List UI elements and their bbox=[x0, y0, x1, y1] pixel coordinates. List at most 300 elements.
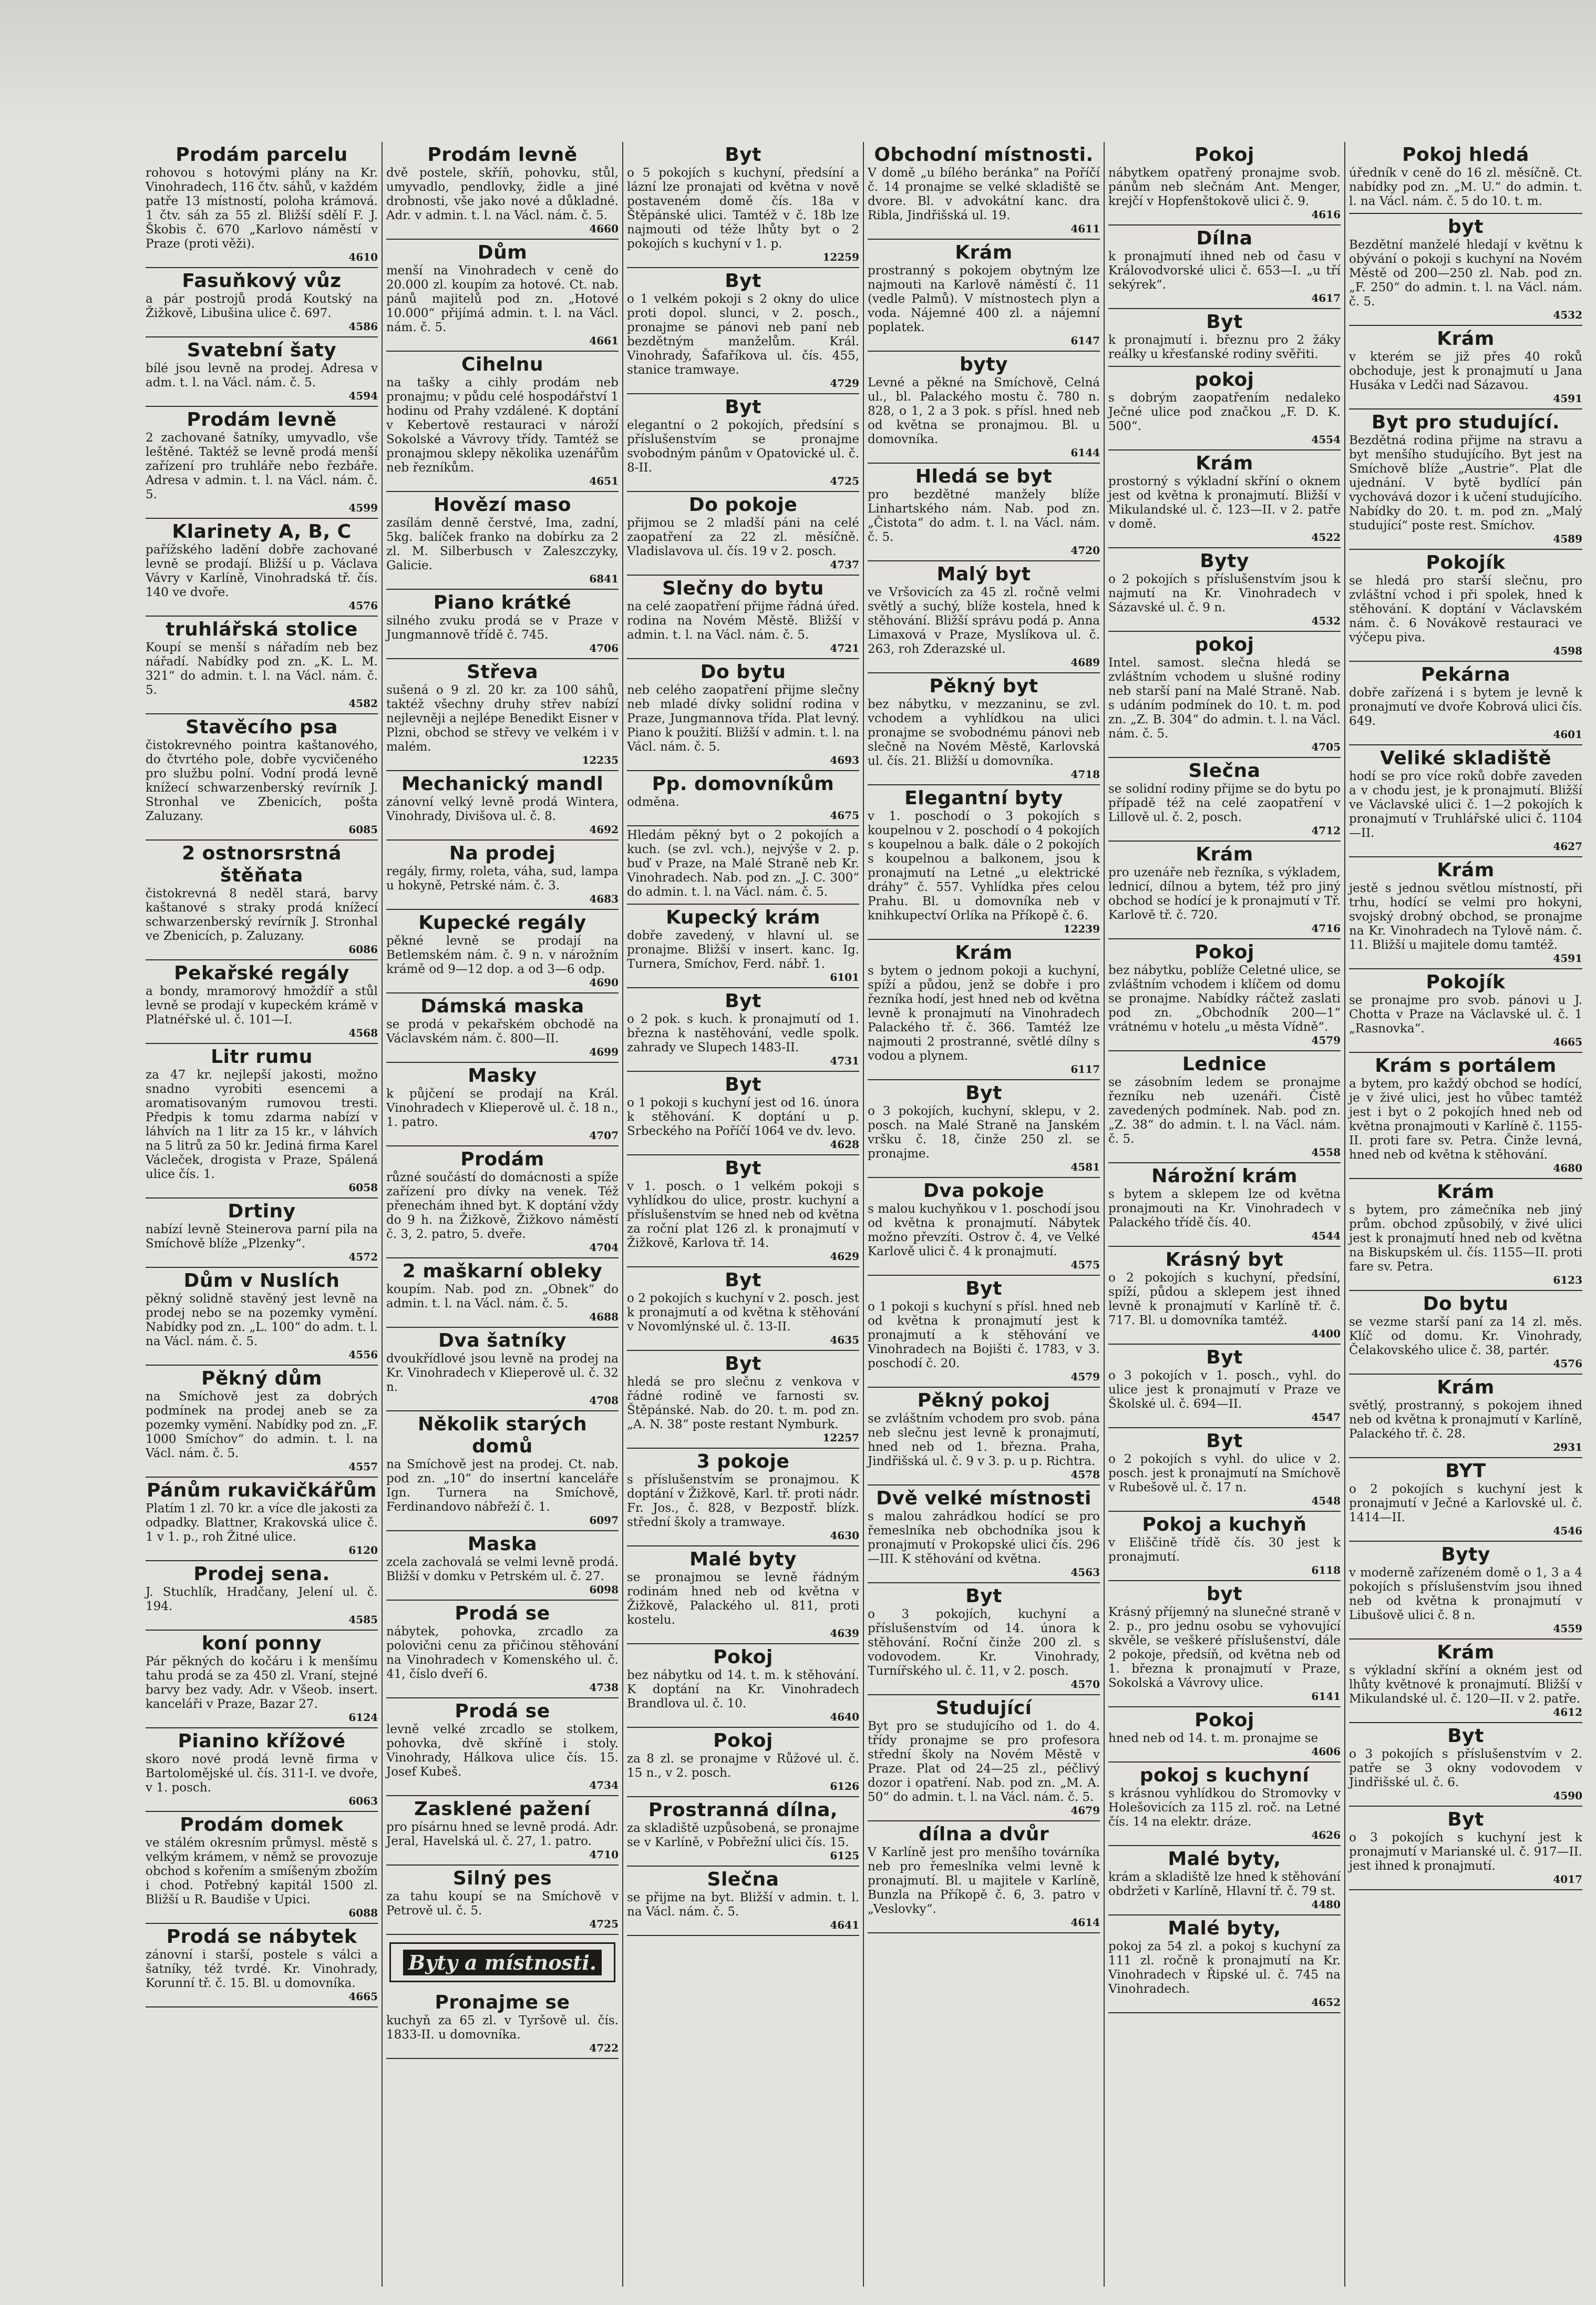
ad-text: úředník v ceně do 16 zl. měsíčně. Ct. nabídky pod zn. „M. U.“ do admin. t. l. na Václ. nám. č. 5 do 10. t. m. bbox=[1349, 166, 1582, 208]
ad-reference-number: 4630 bbox=[830, 1529, 859, 1542]
ad-heading: Slečna bbox=[707, 1869, 779, 1890]
ad-heading: Prodám levně bbox=[427, 144, 578, 166]
classified-ad bbox=[1349, 1458, 1582, 1542]
ad-text: pěkné levně se prodají na Betlemském nám. č. 9 n. v nárožním krámě od 9—12 dop. a od 3—6 odp. bbox=[386, 934, 619, 976]
classified-ad bbox=[627, 1644, 859, 1728]
ad-text: přijmou se 2 mladší páni na celé zaopatření za 22 zl. měsíčně. Vladislavova ul. čís. 19 v 2. posch. bbox=[627, 516, 859, 558]
classified-ad bbox=[1349, 1291, 1582, 1375]
ad-heading: Dvě velké místnosti bbox=[876, 1488, 1092, 1509]
classified-ad bbox=[868, 1178, 1100, 1276]
ad-text: za 8 zl. se pronajme v Růžové ul. č. 15 n., v 2. posch. bbox=[627, 1752, 859, 1780]
ad-reference-number: 12239 bbox=[1063, 923, 1100, 935]
ad-heading: Kupecké regály bbox=[418, 912, 586, 934]
ad-reference-number: 4576 bbox=[1553, 1357, 1582, 1370]
ad-text: silného zvuku prodá se v Praze v Jungmannově třídě č. 745. bbox=[386, 614, 619, 642]
ad-text: v 1. posch. o 1 velkém pokoji s vyhlídkou do ulice, prostr. kuchyní a příslušenstvím se hned neb od května za roční plat 126 zl. k pronajmutí v Žižkově, Karlova tř. 14. bbox=[627, 1180, 859, 1250]
classified-ad bbox=[868, 142, 1100, 240]
classified-ad bbox=[386, 142, 619, 240]
ad-heading: Krám bbox=[1437, 1642, 1495, 1663]
ad-text: za 47 kr. nejlepší jakosti, možno snadno vyrobiti esencemi a aromatisovaným rumovou tresti. Předpis k tomu zdarma nabízí v láhvích na 1 litr za 15 kr., v láhvích na 5 litrů za 50 kr. Jediná firma Karel Václeček, drogista v Praze, Spálená ulice čís. 1. bbox=[146, 1068, 378, 1181]
ad-heading: byty bbox=[960, 354, 1008, 375]
ad-reference-number: 4639 bbox=[830, 1627, 859, 1640]
ad-text: Pár pěkných do kočáru i k menšímu tahu prodá se za 450 zl. Vraní, stejné barvy bez vady. Adr. v Všeob. insert. kanceláři v Praze, Bazar 27. bbox=[146, 1655, 378, 1711]
ad-reference-number: 4616 bbox=[1311, 208, 1341, 221]
classified-ad bbox=[386, 240, 619, 352]
ad-heading: Krám bbox=[1196, 844, 1253, 865]
classified-ad bbox=[868, 1583, 1100, 1695]
ad-text: o 1 pokoji s kuchyní jest od 16. února k stěhování. K doptání u p. Srbeckého na Poříčí 1064 ve dv. levo. bbox=[627, 1096, 859, 1138]
ad-heading: Pěkný pokoj bbox=[917, 1390, 1051, 1411]
classified-ad bbox=[146, 841, 378, 960]
ad-text: o 5 pokojích s kuchyní, předsíní a lázní lze pronajati od května v nově postaveném domě čís. 18a v Štěpánské ulici. Tamtéž v č. 18b lze najmouti od téže lhůty byt o 2 pokojích s kuchyní v 1. p. bbox=[627, 166, 859, 251]
ad-text: nábytkem opatřený pronajme svob. pánům neb slečnám Ant. Menger, krejčí v Hopfenštokově ulici č. 9. bbox=[1108, 166, 1341, 208]
ad-reference-number: 4683 bbox=[589, 893, 619, 905]
classified-ad bbox=[386, 1411, 619, 1531]
ad-heading: Malé byty, bbox=[1168, 1848, 1281, 1870]
classified-ad bbox=[868, 1486, 1100, 1583]
ad-text: Platím 1 zl. 70 kr. a více dle jakosti za odpadky. Blattner, Krakovská ulice č. 1 v 1. p., roh Žitné ulice. bbox=[146, 1502, 378, 1544]
ad-reference-number: 4579 bbox=[1311, 1034, 1341, 1047]
classified-ad bbox=[386, 1063, 619, 1146]
ad-text: regály, firmy, roleta, váha, sud, lampa u hokyně, Petrské nám. č. 3. bbox=[386, 865, 619, 893]
ad-reference-number: 4400 bbox=[1311, 1327, 1341, 1340]
ad-heading: Dům v Nuslích bbox=[183, 1270, 340, 1292]
ad-reference-number: 6088 bbox=[348, 1907, 378, 1919]
ad-reference-number: 4598 bbox=[1553, 644, 1582, 657]
ad-heading: Byt bbox=[725, 1269, 761, 1291]
ad-text: s malou zahrádkou hodící se pro řemeslníka neb obchodníka jsou k pronajmutí v Prokopské ulici čís. 296—III. K stěhování od května. bbox=[868, 1510, 1100, 1566]
ad-reference-number: 4699 bbox=[589, 1046, 619, 1058]
ad-text: s krásnou vyhlídkou do Stromovky v Holešovicích za 115 zl. roč. na Letné čís. 14 na elektr. dráze. bbox=[1108, 1787, 1341, 1829]
ad-reference-number: 12235 bbox=[582, 754, 619, 766]
classified-ad bbox=[146, 714, 378, 841]
classified-ad bbox=[868, 1080, 1100, 1178]
classified-ad bbox=[868, 240, 1100, 352]
ad-text: v Eliščině třídě čís. 30 jest k pronajmutí. bbox=[1108, 1536, 1341, 1564]
ad-heading: Pekárna bbox=[1420, 664, 1511, 685]
ad-reference-number: 4660 bbox=[589, 222, 619, 235]
ad-text: ve Vršovicích za 45 zl. ročně velmi světlý a suchý, blíže kostela, hned k stěhování. Bližší správu podá p. Anna Limaxová v Praze, Myslíkova ul. č. 263, roh Zderazské ul. bbox=[868, 586, 1100, 656]
ad-text: V domě „u bílého beránka“ na Poříčí č. 14 pronajme se velké skladiště se dvore. Bl. v advokátní kanc. dra Ribla, Jindřišská ul. 19. bbox=[868, 166, 1100, 222]
ad-heading: Krám bbox=[955, 942, 1013, 964]
ad-reference-number: 4579 bbox=[1070, 1370, 1100, 1383]
ad-column bbox=[383, 142, 623, 2287]
ad-reference-number: 4721 bbox=[830, 642, 859, 654]
ad-heading: Drtiny bbox=[228, 1201, 296, 1222]
ad-text: kuchyň za 65 zl. v Tyršově ul. čís. 1833-II. u domovníka. bbox=[386, 2014, 619, 2042]
ad-text: J. Stuchlík, Hradčany, Jelení ul. č. 194. bbox=[146, 1585, 378, 1613]
ad-reference-number: 4729 bbox=[830, 377, 859, 390]
ad-text: zánovní i starší, postele s válci a šatníky, též tvrdé. Kr. Vinohrady, Korunní tř. č. 15. Bl. u domovníka. bbox=[146, 1948, 378, 1990]
classified-ad bbox=[146, 337, 378, 407]
classified-ad bbox=[1349, 409, 1582, 550]
ad-heading: Byt bbox=[1206, 1347, 1243, 1368]
classified-ad bbox=[627, 659, 859, 771]
classified-ad bbox=[627, 268, 859, 394]
ad-reference-number: 4661 bbox=[589, 334, 619, 347]
ad-reference-number: 4665 bbox=[348, 1990, 378, 2003]
ad-text: v kterém se již přes 40 roků obchoduje, jest k pronajmutí u Jana Husáka v Ledči nad Sázavou. bbox=[1349, 350, 1582, 392]
ad-text: prostorný s výkladní skříní o oknem jest od května k pronajmutí. Bližší v Mikulandské ul. č. 123—II. v 2. patře v domě. bbox=[1108, 475, 1341, 531]
classified-ad bbox=[146, 617, 378, 714]
ad-text: pařížského ladění dobře zachované levně se prodají. Bližší u p. Václava Vávry v Karlíně, Vinohradská tř. čís. 140 ve dvoře. bbox=[146, 543, 378, 599]
classified-ad bbox=[1108, 758, 1341, 842]
ad-heading: Klarinety A, B, C bbox=[172, 521, 352, 542]
ad-heading: Byt bbox=[1447, 1809, 1484, 1830]
ad-text: hodí se pro více roků dobře zaveden a v chodu jest, je k pronajmutí. Bližší ve Václavské ulici č. 1—2 pokojích k pronajmutí v Truhlářské ulici č. 1104—II. bbox=[1349, 770, 1582, 840]
ad-text: zánovní velký levně prodá Wintera, Vinohrady, Divišova ul. č. 8. bbox=[386, 795, 619, 823]
ad-reference-number: 4585 bbox=[348, 1613, 378, 1626]
ad-reference-number: 4480 bbox=[1311, 1898, 1341, 1911]
ad-text: pro písárnu hned se levně prodá. Adr. Jeral, Havelská ul. č. 27, 1. patro. bbox=[386, 1820, 619, 1848]
ad-reference-number: 4610 bbox=[348, 251, 378, 263]
ad-text: Bezdětná rodina přijme na stravu a byt menšího studujícího. Byt jest na Smíchově blíže „Austrie“. Plat dle ujednání. V bytě bydlící pán vychovává dozor i k učení studujícího. Nabídky do 20. t. m. pod zn. „Malý studující“ poste rest. Smíchov. bbox=[1349, 434, 1582, 532]
ad-text: Krásný příjemný na slunečné straně v 2. p., pro jednu osobu se vyhovující skvěle, se veškeré příslušenství, dále 2 pokoje, předsíň, od května neb od 1. března k pronajmutí v Praze, Sokolská a Vávrovy ulice. bbox=[1108, 1605, 1341, 1690]
ad-heading: Byt bbox=[965, 1082, 1002, 1104]
ad-text: nábytek, pohovka, zrcadlo za polovični cenu za přičinou stěhování na Vinohradech v Komenského ul. č. 41, číslo dveří 6. bbox=[386, 1625, 619, 1681]
ad-reference-number: 4731 bbox=[830, 1054, 859, 1067]
classified-ad bbox=[386, 1601, 619, 1698]
ad-heading: Svatební šaty bbox=[187, 340, 337, 361]
classified-ad bbox=[1108, 1763, 1341, 1846]
classified-ad bbox=[868, 561, 1100, 673]
ad-reference-number: 4017 bbox=[1553, 1873, 1582, 1886]
classified-ad bbox=[627, 905, 859, 988]
ad-reference-number: 6123 bbox=[1553, 1274, 1582, 1286]
ad-reference-number: 4570 bbox=[1070, 1678, 1100, 1691]
ad-text: elegantní o 2 pokojích, předsíní s příslušenstvím se pronajme svobodným pánům v Opatovické ul. č. 8-II. bbox=[627, 418, 859, 475]
ad-text: pokoj za 54 zl. a pokoj s kuchyní za 111 zl. ročně k pronajmutí na Kr. Vinohradech v Řipské ul. č. 745 na Vinohradech. bbox=[1108, 1940, 1341, 1996]
classified-ad bbox=[868, 673, 1100, 785]
ad-text: bez nábytku, poblíže Celetné ulice, se zvláštním vchodem i klíčem od domu se pronajme. Nabídky ráčtež zaslati pod zn. „Obchodník 200—1“ vrátnému v hotelu „u města Vídně“. bbox=[1108, 964, 1341, 1034]
ad-heading: dílna a dvůr bbox=[918, 1823, 1049, 1845]
ad-reference-number: 4575 bbox=[1070, 1258, 1100, 1271]
classified-ad bbox=[386, 1990, 619, 2059]
ad-heading: truhlářská stolice bbox=[166, 619, 358, 640]
classified-ad bbox=[1108, 1051, 1341, 1163]
ad-column bbox=[1345, 142, 1586, 2287]
ad-reference-number: 4599 bbox=[348, 501, 378, 514]
classified-ad bbox=[146, 519, 378, 617]
classified-ad bbox=[146, 1561, 378, 1631]
ad-heading: Prodám bbox=[460, 1149, 544, 1170]
ad-reference-number: 4532 bbox=[1553, 309, 1582, 321]
ad-reference-number: 4568 bbox=[348, 1027, 378, 1039]
ad-heading: Byt bbox=[1206, 1430, 1243, 1452]
classified-ad bbox=[868, 352, 1100, 464]
ad-heading: Prodám levně bbox=[187, 409, 337, 431]
ad-text: krám a skladiště lze hned k stěhování obdržeti v Karlíně, Hlavní tř. č. 79 st. bbox=[1108, 1870, 1341, 1898]
ad-text: k půjčení se prodají na Král. Vinohradech v Klieperově ul. č. 18 n., 1. patro. bbox=[386, 1087, 619, 1129]
ad-reference-number: 4559 bbox=[1553, 1622, 1582, 1635]
ad-column bbox=[623, 142, 864, 2287]
classified-ad bbox=[386, 993, 619, 1063]
ad-reference-number: 6144 bbox=[1070, 446, 1100, 459]
ad-heading: 3 pokoje bbox=[696, 1451, 790, 1472]
ad-reference-number: 4572 bbox=[348, 1251, 378, 1263]
ad-reference-number: 4601 bbox=[1553, 728, 1582, 741]
classified-ad bbox=[386, 1146, 619, 1258]
classified-ad bbox=[627, 492, 859, 576]
ad-heading: Byt bbox=[725, 270, 761, 292]
ad-reference-number: 4651 bbox=[589, 475, 619, 487]
ad-heading: Pp. domovníkům bbox=[652, 773, 835, 795]
ad-reference-number: 4591 bbox=[1553, 952, 1582, 965]
classified-ad bbox=[386, 1531, 619, 1601]
ad-text: koupím. Nab. pod zn. „Obnek“ do admin. t. l. na Václ. nám. č. 5. bbox=[386, 1283, 619, 1310]
classified-ad bbox=[1108, 142, 1341, 226]
ad-text: s malou kuchyňkou v 1. poschodí jsou od května k pronajmutí. Nábytek možno převzíti. Ostrov č. 4, ve Velké Karlově ulici č. 4 k pronajmutí. bbox=[868, 1202, 1100, 1258]
ad-reference-number: 6086 bbox=[348, 943, 378, 956]
classified-ad bbox=[868, 940, 1100, 1080]
ad-reference-number: 6120 bbox=[348, 1544, 378, 1556]
ad-heading: Prodám domek bbox=[180, 1814, 344, 1836]
ad-heading: Krám bbox=[1437, 328, 1495, 350]
ad-reference-number: 6058 bbox=[348, 1181, 378, 1194]
classified-ad bbox=[386, 771, 619, 841]
ad-text: na Smíchově jest na prodej. Ct. nab. pod zn. „10“ do insertní kanceláře Ign. Turnera na Smíchově, Ferdinandovo nábřeží č. 1. bbox=[386, 1458, 619, 1514]
ad-reference-number: 4712 bbox=[1311, 824, 1341, 837]
classified-ad bbox=[386, 352, 619, 492]
ad-heading: Lednice bbox=[1182, 1053, 1267, 1075]
classified-ad bbox=[386, 659, 619, 771]
ad-text: o 2 pokojích s příslušenstvím jsou k najmutí na Kr. Vinohradech v Sázavské ul. č. 9 n. bbox=[1108, 572, 1341, 614]
ad-reference-number: 4617 bbox=[1311, 292, 1341, 304]
ad-heading: pokoj s kuchyní bbox=[1139, 1765, 1310, 1786]
classified-ad bbox=[1349, 1723, 1582, 1807]
ad-heading: 2 maškarní obleky bbox=[402, 1261, 603, 1282]
ad-heading: Piano krátké bbox=[433, 592, 572, 613]
classified-ad bbox=[1349, 969, 1582, 1053]
classified-ad bbox=[627, 1351, 859, 1449]
ad-text: o 3 pokojích, kuchyní, sklepu, v 2. posch. na Malé Straně na Janském vršku č. 18, činže 250 zl. se pronajme. bbox=[868, 1104, 1100, 1161]
ad-reference-number: 6063 bbox=[348, 1795, 378, 1807]
ad-heading: Dva pokoje bbox=[923, 1180, 1045, 1202]
ad-reference-number: 4680 bbox=[1553, 1162, 1582, 1174]
ad-heading: Byty bbox=[1200, 550, 1249, 572]
classified-ad bbox=[868, 785, 1100, 940]
ad-text: dvoukřídlové jsou levně na prodej na Kr. Vinohradech v Klieperově ul. č. 32 n. bbox=[386, 1352, 619, 1394]
ad-text: prostranný s pokojem obytným lze najmouti na Karlově náměstí č. 11 (vedle Palmů). V místnostech plyn a voda. Nájemné 400 zl. a nájemní poplatek. bbox=[868, 264, 1100, 334]
classified-ad bbox=[1349, 214, 1582, 326]
ad-reference-number: 4675 bbox=[830, 809, 859, 822]
ad-heading: Zasklené pažení bbox=[414, 1798, 591, 1820]
ad-reference-number: 12259 bbox=[822, 251, 859, 263]
ad-heading: Hledá se byt bbox=[915, 466, 1053, 487]
ad-heading: Nárožní krám bbox=[1151, 1165, 1298, 1187]
ad-reference-number: 4582 bbox=[348, 697, 378, 710]
ad-text: světlý, prostranný, s pokojem ihned neb od května k pronajmutí v Karlíně, Palackého tř. č. 28. bbox=[1349, 1399, 1582, 1441]
ad-reference-number: 6141 bbox=[1311, 1690, 1341, 1703]
ad-heading: Do bytu bbox=[1423, 1293, 1509, 1315]
ad-reference-number: 4576 bbox=[348, 599, 378, 612]
ad-text: se prodá v pekařském obchodě na Václavském nám. č. 800—II. bbox=[386, 1018, 619, 1046]
ad-text: skoro nové prodá levně firma v Bartolomějské ul. čís. 311-I. ve dvoře, v 1. posch. bbox=[146, 1753, 378, 1795]
ad-heading: Pokoj bbox=[1195, 1709, 1254, 1731]
ad-heading: Fasuňkový vůz bbox=[182, 270, 342, 292]
classified-ad bbox=[146, 142, 378, 268]
ad-reference-number: 4652 bbox=[1311, 1996, 1341, 2009]
ad-heading: Byt bbox=[965, 1585, 1002, 1607]
ad-text: se zásobním ledem se pronajme řezníku neb uzenáři. Čistě zavedených podmínek. Nab. pod zn. „Z. 38“ do admin. t. l. na Václ. nám. č. 5. bbox=[1108, 1075, 1341, 1146]
ad-reference-number: 4611 bbox=[1070, 222, 1100, 235]
ad-text: o 2 pokojích s kuchyní jest k pronajmutí v Ječné a Karlovské ul. č. 1414—II. bbox=[1349, 1482, 1582, 1524]
ad-heading: Byt pro studující. bbox=[1371, 412, 1560, 433]
ad-reference-number: 4707 bbox=[589, 1129, 619, 1142]
ad-reference-number: 12257 bbox=[822, 1431, 859, 1444]
ad-text: za tahu koupí se na Smíchově v Petrově ul. č. 5. bbox=[386, 1890, 619, 1918]
classified-ad bbox=[146, 1366, 378, 1478]
ad-reference-number: 4665 bbox=[1553, 1036, 1582, 1048]
ad-text: s bytem, pro zámečníka neb jiný prům. obchod způsobilý, v živé ulici jest k pronajmutí hned neb od května na Biskupském ul. čís. 1155—II. proti fare sv. Petra. bbox=[1349, 1203, 1582, 1274]
ad-heading: Dámská maska bbox=[420, 996, 584, 1017]
ad-heading: Prodá se nábytek bbox=[166, 1926, 357, 1948]
ad-text: na tašky a cihly prodám neb pronajmu; v půdu celé hospodářství 1 hodinu od Prahy vzdálené. K doptání v Kebertově restauraci v nároží Sokolské a Vávrovy třídy. Tamtéž se pronajmou sklepy několika uzenářům neb řezníkům. bbox=[386, 376, 619, 475]
ad-text: na Smíchově jest za dobrých podmínek na prodej aneb se za pozemky vymění. Nabídky pod zn. „F. 1000 Smíchov“ do admin. t. l. na Václ. nám. č. 5. bbox=[146, 1390, 378, 1460]
ad-heading: byt bbox=[1448, 216, 1484, 238]
ad-text: o 1 pokoji s kuchyní s přísl. hned neb od května k pronajmutí jest k pronajmutí a k stěhování ve Vinohradech na Bojišti č. 1783, v 3. poschodí č. 20. bbox=[868, 1300, 1100, 1370]
ad-text: v moderně zařízeném domě o 1, 3 a 4 pokojích s příslušenstvím jsou ihned neb od května k pronajmutí v Libušově ulici č. 8 n. bbox=[1349, 1566, 1582, 1622]
classified-ad bbox=[146, 1924, 378, 2007]
ad-reference-number: 4705 bbox=[1311, 741, 1341, 753]
ad-text: s dobrým zaopatřením nedaleko Ječné ulice pod značkou „F. D. K. 500“. bbox=[1108, 391, 1341, 433]
ad-heading: Pianino křížové bbox=[178, 1730, 346, 1752]
classified-ad bbox=[1108, 1581, 1341, 1707]
ad-reference-number: 4706 bbox=[589, 642, 619, 654]
ad-reference-number: 4557 bbox=[348, 1460, 378, 1473]
ad-reference-number: 6117 bbox=[1070, 1063, 1100, 1075]
ad-column bbox=[1105, 142, 1345, 2287]
classified-ad bbox=[627, 1072, 859, 1155]
classified-ad bbox=[146, 1812, 378, 1924]
ad-heading: Pokoj hledá bbox=[1402, 144, 1529, 166]
ad-reference-number: 4581 bbox=[1070, 1161, 1100, 1173]
ad-reference-number: 4558 bbox=[1311, 1146, 1341, 1159]
ad-text: a pár postrojů prodá Koutský na Žižkově, Libušina ulice č. 697. bbox=[146, 292, 378, 320]
classified-ad bbox=[1108, 1707, 1341, 1763]
classified-ad bbox=[1108, 1512, 1341, 1581]
classified-ad bbox=[386, 1796, 619, 1866]
classified-ad bbox=[627, 1797, 859, 1867]
ad-text: k pronajmutí ihned neb od času v Královodvorské ulici č. 653—I. „u tří sekýrek“. bbox=[1108, 250, 1341, 292]
ad-text: k pronajmutí i. březnu pro 2 žáky reálky u křesťanské rodiny svěřiti. bbox=[1108, 333, 1341, 361]
classified-ad bbox=[1108, 1345, 1341, 1428]
ad-text: pěkný solidně stavěný jest levně na prodej nebo se na pozemky vymění. Nabídky pod zn. „L. 100“ do adm. t. l. na Václ. nám. č. 5. bbox=[146, 1292, 378, 1348]
ad-heading: Slečny do bytu bbox=[662, 578, 824, 599]
classified-ad bbox=[1108, 367, 1341, 450]
ad-heading: Krám bbox=[1437, 859, 1495, 881]
ad-reference-number: 4563 bbox=[1070, 1566, 1100, 1579]
classified-ad bbox=[627, 576, 859, 659]
ad-heading: Prostranná dílna, bbox=[648, 1799, 838, 1821]
ad-heading: Malé byty, bbox=[1168, 1918, 1281, 1939]
classified-ad bbox=[1349, 1542, 1582, 1640]
ad-reference-number: 6101 bbox=[830, 971, 859, 984]
ad-text: o 3 pokojích s příslušenstvím v 2. patře se 3 okny vodovodem v Jindřišské ul. č. 6. bbox=[1349, 1747, 1582, 1789]
ad-reference-number: 4556 bbox=[348, 1348, 378, 1361]
classified-ad bbox=[1108, 632, 1341, 758]
ad-heading: Na prodej bbox=[449, 843, 556, 864]
classified-ad bbox=[146, 1198, 378, 1268]
ad-heading: Pokoj bbox=[713, 1646, 773, 1668]
ad-text: ve stálém okresním průmysl. městě s velkým krámem, v němž se provozuje obchod s kořením a smíšeným zbožím i chod. Potřebný kapitál 1500 zl. Bližší u R. Baudiše v Upici. bbox=[146, 1836, 378, 1907]
classified-ad bbox=[386, 841, 619, 910]
ad-reference-number: 4544 bbox=[1311, 1230, 1341, 1242]
classified-ad bbox=[1108, 309, 1341, 367]
ad-text: se přijme na byt. Bližší v admin. t. l. na Václ. nám. č. 5. bbox=[627, 1891, 859, 1919]
classified-ad bbox=[868, 464, 1100, 561]
ad-heading: 2 ostnorsrstná štěňata bbox=[182, 843, 342, 886]
ad-heading: Střeva bbox=[466, 661, 539, 683]
ad-text: bez nábytku od 14. t. m. k stěhování. K doptání na Kr. Vinohradech Brandlova ul. č. 10. bbox=[627, 1668, 859, 1710]
ad-reference-number: 4708 bbox=[589, 1394, 619, 1407]
ad-text: se pronajme pro svob. pánovi u J. Chotta v Praze na Václavské ul. č. 1 „Rasnovka“. bbox=[1349, 993, 1582, 1036]
classified-ad bbox=[1108, 226, 1341, 309]
ad-reference-number: 4586 bbox=[348, 320, 378, 333]
ad-text: Levné a pěkné na Smíchově, Celná ul., bl. Palackého mostu č. 780 n. 828, o 1, 2 a 3 pok. s přísl. hned neb od května se pronajmou. Bl. u domovníka. bbox=[868, 376, 1100, 446]
ad-reference-number: 6118 bbox=[1311, 1564, 1341, 1576]
ad-text: čistokrevného pointra kaštanového, do čtvrtého pole, dobře vycvičeného pro službu polní. Vodní prodá levně knížecí schwarzenberský revírník J. Stronhal ve Zbenicích, pošta Zaluzany. bbox=[146, 739, 378, 823]
ad-reference-number: 4522 bbox=[1311, 531, 1341, 544]
ad-reference-number: 4547 bbox=[1311, 1411, 1341, 1423]
ad-heading: pokoj bbox=[1195, 634, 1254, 655]
ad-reference-number: 4627 bbox=[1553, 840, 1582, 853]
ad-text: Koupí se menší s nářadím neb bez nářadí. Nabídky pod zn. „K. L. M. 321“ do admin. t. l. na Václ. nám. č. 5. bbox=[146, 641, 378, 697]
classified-ad bbox=[1349, 326, 1582, 409]
ad-text: pro uzenáře neb řezníka, s výkladem, lednicí, dílnou a bytem, též pro jiný obchod se hodící je k pronajmutí v Tř. Karlově tř. č. 720. bbox=[1108, 866, 1341, 922]
ad-reference-number: 4737 bbox=[830, 558, 859, 571]
ad-heading: Byt bbox=[725, 1353, 761, 1375]
ad-text: o 3 pokojích s kuchyní jest k pronajmutí v Marianské ul. č. 917—II. jest ihned k pronajmutí. bbox=[1349, 1831, 1582, 1873]
classified-columns bbox=[142, 142, 1587, 2287]
ad-text: bez nábytku, v mezzaninu, se zvl. vchodem a vyhlídkou na ulici pronajme se svobodnému pánovi neb slečně na Novém Městě, Karlovská ul. čís. 21. Bližší u domovníka. bbox=[868, 698, 1100, 768]
ad-heading: Dílna bbox=[1196, 228, 1253, 249]
ad-reference-number: 4725 bbox=[589, 1918, 619, 1930]
ad-heading: Prodá se bbox=[455, 1603, 550, 1624]
ad-heading: Studující bbox=[935, 1697, 1032, 1719]
ad-text: o 3 pokojích, kuchyní a příslušenstvím od 14. února k stěhování. Roční činže 200 zl. s vodovodem. Kr. Vinohrady, Turnířského ul. č. 11, v 2. posch. bbox=[868, 1607, 1100, 1678]
ad-text: na celé zaopatření přijme řádná úřed. rodina na Novém Městě. Bližší v admin. t. l. na Václ. nám. č. 5. bbox=[627, 600, 859, 642]
ad-text: dobře zařízená i s bytem je levně k pronajmutí ve dvoře Kobrová ulici čís. 649. bbox=[1349, 686, 1582, 728]
ad-reference-number: 4591 bbox=[1553, 392, 1582, 405]
ad-text: o 2 pokojích s vyhl. do ulice v 2. posch. jest k pronajmutí na Smíchově v Rubešově ul. č. 17 n. bbox=[1108, 1452, 1341, 1494]
ad-reference-number: 4554 bbox=[1311, 433, 1341, 446]
ad-text: levně velké zrcadlo se stolkem, pohovka, dvě skříně i stoly. Vinohrady, Hálkova ulice čís. 15. Josef Kubeš. bbox=[386, 1723, 619, 1779]
ad-heading: Pěkný byt bbox=[929, 675, 1038, 697]
ad-reference-number: 2931 bbox=[1553, 1441, 1582, 1453]
ad-heading: Mechanický mandl bbox=[401, 773, 604, 795]
ad-reference-number: 4690 bbox=[589, 976, 619, 989]
ad-text: neb celého zaopatření přijme slečny neb mladé dívky solidní rodina v Praze, Jungmannova třída. Plat levný. Piano k použití. Bližší v admin. t. l. na Václ. nám. č. 5. bbox=[627, 683, 859, 754]
classified-ad bbox=[1349, 550, 1582, 662]
ad-text: a bytem, pro každý obchod se hodící, je v živé ulici, jest ho vůbec tamtéž jest i byt o 2 pokojích hned neb od května pronajmouti v Karlíně č. 1155-II. proti fare sv. Petra. Činže levná, hned neb od května k stěhování. bbox=[1349, 1077, 1582, 1162]
classified-ad bbox=[146, 1728, 378, 1812]
ad-heading: Krám bbox=[955, 242, 1013, 263]
ad-text: Bezdětní manželé hledají v květnu k obývání o pokoji s kuchyní na Novém Městě od 200—250 zl. Nab. pod zn. „F. 250“ do admin. t. l. na Václ. nám. č. 5. bbox=[1349, 238, 1582, 309]
ad-reference-number: 6124 bbox=[348, 1711, 378, 1724]
ad-reference-number: 4688 bbox=[589, 1310, 619, 1323]
ad-text: zcela zachovalá se velmi levně prodá. Bližší v domku v Petrském ul. č. 27. bbox=[386, 1555, 619, 1583]
classified-ad bbox=[1349, 662, 1582, 745]
ad-text: bílé jsou levně na prodej. Adresa v adm. t. l. na Václ. nám. č. 5. bbox=[146, 362, 378, 390]
ad-heading: Malé byty bbox=[689, 1549, 797, 1570]
classified-ad bbox=[627, 1155, 859, 1267]
ad-reference-number: 4679 bbox=[1070, 1804, 1100, 1817]
ad-text: o 3 pokojích v 1. posch., vyhl. do ulice jest k pronajmutí v Praze ve Školské ul. č. 694—II. bbox=[1108, 1369, 1341, 1411]
ad-reference-number: 6085 bbox=[348, 823, 378, 836]
ad-text: dvě postele, skříň, pohovku, stůl, umyvadlo, pendlovky, židle a jiné drobnosti, vše jako nové a důkladné. Adr. v admin. t. l. na Václ. nám. č. 5. bbox=[386, 166, 619, 222]
classified-ad bbox=[627, 394, 859, 492]
